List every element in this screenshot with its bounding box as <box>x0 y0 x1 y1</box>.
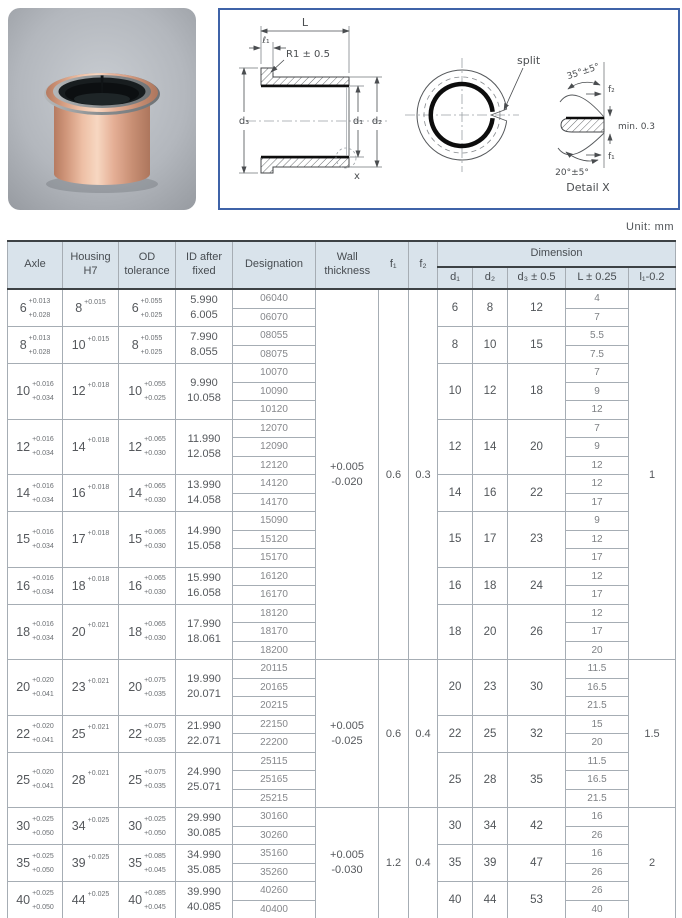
cell-id-after-fixed: 17.990 18.061 <box>176 604 233 660</box>
header-d2: d₂ <box>473 267 508 289</box>
cell-designation: 15170 <box>233 549 316 568</box>
cell-id-after-fixed: 5.990 6.005 <box>176 289 233 327</box>
cell-axle: 22 +0.020 +0.041 <box>8 715 63 752</box>
cell-axle: 18 +0.016 +0.034 <box>8 604 63 660</box>
cell-axle: 12 +0.016 +0.034 <box>8 419 63 475</box>
cell-od-tolerance: 10 +0.055 +0.025 <box>119 364 176 420</box>
cell-l1: 1.5 <box>629 660 676 808</box>
cell-axle: 25 +0.020 +0.041 <box>8 752 63 808</box>
header-id-after-fixed: ID after fixed <box>176 241 233 289</box>
cell-d2: 18 <box>473 567 508 604</box>
table-row <box>8 660 676 679</box>
cell-axle: 10 +0.016 +0.034 <box>8 364 63 420</box>
cell-designation: 20215 <box>233 697 316 716</box>
technical-drawing-panel <box>218 8 680 210</box>
cell-housing: 44 +0.025 <box>63 882 119 918</box>
cell-d3: 30 <box>508 660 566 716</box>
f2-label: f₂ <box>608 85 615 95</box>
cell-id-after-fixed: 34.990 35.085 <box>176 845 233 882</box>
cell-id-after-fixed: 14.990 15.058 <box>176 512 233 568</box>
cell-od-tolerance: 15 +0.065 +0.030 <box>119 512 176 568</box>
cell-designation: 22150 <box>233 715 316 734</box>
cell-d1: 16 <box>438 567 473 604</box>
f1-label: f₁ <box>608 152 615 162</box>
spec-table <box>7 240 676 918</box>
upper-angle-label: 35°±5° <box>565 62 601 83</box>
cell-d2: 34 <box>473 808 508 845</box>
cell-d1: 10 <box>438 364 473 420</box>
lower-angle-arc <box>566 152 598 161</box>
cell-od-tolerance: 25 +0.075 +0.035 <box>119 752 176 808</box>
header-dimension: Dimension <box>438 241 676 267</box>
min-thickness-label: min. 0.3 <box>618 122 656 132</box>
cell-designation: 12090 <box>233 438 316 457</box>
cell-id-after-fixed: 29.990 30.085 <box>176 808 233 845</box>
cell-axle: 6 +0.013 +0.028 <box>8 289 63 327</box>
cell-L: 7 <box>566 419 629 438</box>
cell-L: 7 <box>566 308 629 327</box>
cell-L: 5.5 <box>566 327 629 346</box>
cell-L: 11.5 <box>566 752 629 771</box>
cell-d1: 35 <box>438 845 473 882</box>
cell-L: 9 <box>566 438 629 457</box>
cell-designation: 35260 <box>233 863 316 882</box>
cell-od-tolerance: 6 +0.055 +0.025 <box>119 289 176 327</box>
cell-housing: 28 +0.021 <box>63 752 119 808</box>
cell-designation: 18170 <box>233 623 316 642</box>
cell-designation: 35160 <box>233 845 316 864</box>
cell-d1: 14 <box>438 475 473 512</box>
upper-wall-section <box>261 68 349 85</box>
header-d1: d₁ <box>438 267 473 289</box>
cell-housing: 12 +0.018 <box>63 364 119 420</box>
cell-d3: 22 <box>508 475 566 512</box>
cell-L: 21.5 <box>566 697 629 716</box>
cell-id-after-fixed: 11.990 12.058 <box>176 419 233 475</box>
cell-housing: 10 +0.015 <box>63 327 119 364</box>
cell-d1: 22 <box>438 715 473 752</box>
cell-d3: 35 <box>508 752 566 808</box>
cell-housing: 18 +0.018 <box>63 567 119 604</box>
cell-L: 12 <box>566 567 629 586</box>
dim-label-x: x <box>354 171 360 182</box>
cell-d2: 23 <box>473 660 508 716</box>
cell-od-tolerance: 14 +0.065 +0.030 <box>119 475 176 512</box>
cell-designation: 12120 <box>233 456 316 475</box>
cell-d2: 10 <box>473 327 508 364</box>
cell-axle: 20 +0.020 +0.041 <box>8 660 63 716</box>
cell-designation: 16120 <box>233 567 316 586</box>
dim-label-L: L <box>301 16 309 29</box>
dim-label-d2: d₂ <box>371 116 383 127</box>
cell-d3: 12 <box>508 289 566 327</box>
cell-id-after-fixed: 9.990 10.058 <box>176 364 233 420</box>
cell-L: 16 <box>566 845 629 864</box>
upper-chamfer-face <box>560 95 604 117</box>
cell-axle: 40 +0.025 +0.050 <box>8 882 63 918</box>
cell-id-after-fixed: 21.990 22.071 <box>176 715 233 752</box>
cell-designation: 16170 <box>233 586 316 605</box>
cell-d3: 24 <box>508 567 566 604</box>
dim-label-d1: d₁ <box>352 116 364 127</box>
cell-wall-thickness: +0.005 -0.025 <box>316 660 379 808</box>
cell-d2: 25 <box>473 715 508 752</box>
cell-od-tolerance: 40 +0.085 +0.045 <box>119 882 176 918</box>
cell-axle: 8 +0.013 +0.028 <box>8 327 63 364</box>
cell-housing: 17 +0.018 <box>63 512 119 568</box>
upper-angle-arc <box>568 82 600 89</box>
cell-f2: 0.3 <box>409 289 438 660</box>
cell-d3: 32 <box>508 715 566 752</box>
cell-designation: 08075 <box>233 345 316 364</box>
cell-wall-thickness: +0.005 -0.030 <box>316 808 379 918</box>
cell-designation: 15120 <box>233 530 316 549</box>
cell-L: 21.5 <box>566 789 629 808</box>
cell-od-tolerance: 8 +0.055 +0.025 <box>119 327 176 364</box>
cell-od-tolerance: 12 +0.065 +0.030 <box>119 419 176 475</box>
detail-x-view <box>555 62 655 194</box>
cell-designation: 30160 <box>233 808 316 827</box>
spec-table-body <box>8 289 676 918</box>
cell-id-after-fixed: 15.990 16.058 <box>176 567 233 604</box>
cell-L: 26 <box>566 863 629 882</box>
cell-d1: 25 <box>438 752 473 808</box>
cell-d3: 18 <box>508 364 566 420</box>
cell-L: 12 <box>566 475 629 494</box>
cell-L: 16.5 <box>566 678 629 697</box>
header-l1: l₁-0.2 <box>629 267 676 289</box>
cell-L: 16 <box>566 808 629 827</box>
cell-designation: 06070 <box>233 308 316 327</box>
header-wall-thickness: Wall thickness <box>316 241 379 289</box>
cell-L: 7 <box>566 364 629 383</box>
cell-L: 12 <box>566 530 629 549</box>
cell-L: 40 <box>566 900 629 918</box>
cell-designation: 06040 <box>233 289 316 308</box>
cell-L: 9 <box>566 382 629 401</box>
cell-housing: 14 +0.018 <box>63 419 119 475</box>
cell-designation: 25165 <box>233 771 316 790</box>
cell-L: 7.5 <box>566 345 629 364</box>
cell-d3: 23 <box>508 512 566 568</box>
cell-designation: 30260 <box>233 826 316 845</box>
cell-L: 17 <box>566 623 629 642</box>
cell-designation: 14120 <box>233 475 316 494</box>
cell-L: 11.5 <box>566 660 629 679</box>
header-L: L ± 0.25 <box>566 267 629 289</box>
cell-L: 26 <box>566 882 629 901</box>
cell-designation: 18120 <box>233 604 316 623</box>
bushing-photo-image <box>8 8 196 210</box>
bore-reflection <box>74 93 130 105</box>
cell-od-tolerance: 22 +0.075 +0.035 <box>119 715 176 752</box>
product-photo <box>8 8 196 210</box>
cell-designation: 20165 <box>233 678 316 697</box>
cell-axle: 30 +0.025 +0.050 <box>8 808 63 845</box>
cell-designation: 08055 <box>233 327 316 346</box>
cell-d2: 20 <box>473 604 508 660</box>
cell-housing: 23 +0.021 <box>63 660 119 716</box>
cell-L: 12 <box>566 401 629 420</box>
cell-id-after-fixed: 7.990 8.055 <box>176 327 233 364</box>
cell-id-after-fixed: 19.990 20.071 <box>176 660 233 716</box>
cell-d3: 53 <box>508 882 566 918</box>
cell-axle: 16 +0.016 +0.034 <box>8 567 63 604</box>
cell-d1: 6 <box>438 289 473 327</box>
cell-designation: 25215 <box>233 789 316 808</box>
cell-f1: 0.6 <box>379 660 409 808</box>
cell-L: 20 <box>566 734 629 753</box>
cell-od-tolerance: 20 +0.075 +0.035 <box>119 660 176 716</box>
cell-designation: 14170 <box>233 493 316 512</box>
header-d3: d₃ ± 0.5 <box>508 267 566 289</box>
cell-L: 20 <box>566 641 629 660</box>
wall-bar-section <box>561 118 604 132</box>
cell-d2: 28 <box>473 752 508 808</box>
cell-wall-thickness: +0.005 -0.020 <box>316 289 379 660</box>
header-housing: Housing H7 <box>63 241 119 289</box>
cell-axle: 14 +0.016 +0.034 <box>8 475 63 512</box>
cell-designation: 22200 <box>233 734 316 753</box>
cell-d1: 12 <box>438 419 473 475</box>
cell-od-tolerance: 16 +0.065 +0.030 <box>119 567 176 604</box>
cell-d3: 42 <box>508 808 566 845</box>
split-leader <box>504 68 523 110</box>
header-axle: Axle <box>8 241 63 289</box>
cell-l1: 1 <box>629 289 676 660</box>
dim-label-l1: ℓ₁ <box>262 36 270 46</box>
cell-L: 15 <box>566 715 629 734</box>
dim-label-d3: d₃ <box>238 116 250 127</box>
cell-housing: 34 +0.025 <box>63 808 119 845</box>
cell-d1: 20 <box>438 660 473 716</box>
cell-designation: 40260 <box>233 882 316 901</box>
cell-d2: 8 <box>473 289 508 327</box>
cell-L: 17 <box>566 586 629 605</box>
cell-od-tolerance: 30 +0.025 +0.050 <box>119 808 176 845</box>
cell-d2: 39 <box>473 845 508 882</box>
cell-designation: 10120 <box>233 401 316 420</box>
cell-d3: 15 <box>508 327 566 364</box>
cell-L: 17 <box>566 549 629 568</box>
cell-axle: 35 +0.025 +0.050 <box>8 845 63 882</box>
header-od-tolerance: OD tolerance <box>119 241 176 289</box>
cell-designation: 10090 <box>233 382 316 401</box>
cell-housing: 25 +0.021 <box>63 715 119 752</box>
cell-housing: 16 +0.018 <box>63 475 119 512</box>
header-f2: f₂ <box>409 241 438 289</box>
cell-designation: 15090 <box>233 512 316 531</box>
cell-f1: 1.2 <box>379 808 409 918</box>
cell-f2: 0.4 <box>409 660 438 808</box>
cell-id-after-fixed: 24.990 25.071 <box>176 752 233 808</box>
table-row <box>8 289 676 308</box>
cell-designation: 12070 <box>233 419 316 438</box>
cell-L: 12 <box>566 456 629 475</box>
cell-housing: 8 +0.015 <box>63 289 119 327</box>
cell-od-tolerance: 18 +0.065 +0.030 <box>119 604 176 660</box>
header-designation: Designation <box>233 241 316 289</box>
cell-designation: 25115 <box>233 752 316 771</box>
cell-L: 17 <box>566 493 629 512</box>
cell-d3: 26 <box>508 604 566 660</box>
cell-L: 12 <box>566 604 629 623</box>
lower-angle-label: 20°±5° <box>555 168 589 178</box>
cell-d2: 17 <box>473 512 508 568</box>
lower-chamfer-face <box>558 133 604 155</box>
technical-drawing <box>220 10 678 208</box>
section-view <box>239 16 388 182</box>
header-f1: f₁ <box>379 241 409 289</box>
dim-label-r1: R1 ± 0.5 <box>286 49 330 60</box>
table-row <box>8 808 676 827</box>
cell-designation: 10070 <box>233 364 316 383</box>
cell-d2: 12 <box>473 364 508 420</box>
cell-d1: 30 <box>438 808 473 845</box>
cell-designation: 18200 <box>233 641 316 660</box>
cell-L: 26 <box>566 826 629 845</box>
cell-od-tolerance: 35 +0.085 +0.045 <box>119 845 176 882</box>
cell-d2: 14 <box>473 419 508 475</box>
split-label: split <box>517 54 541 67</box>
spec-table-header <box>8 241 676 289</box>
cell-L: 16.5 <box>566 771 629 790</box>
cell-designation: 40400 <box>233 900 316 918</box>
cell-f1: 0.6 <box>379 289 409 660</box>
front-view <box>405 54 541 172</box>
cell-d1: 15 <box>438 512 473 568</box>
cell-d2: 16 <box>473 475 508 512</box>
cell-id-after-fixed: 13.990 14.058 <box>176 475 233 512</box>
cell-l1: 2 <box>629 808 676 918</box>
cell-d2: 44 <box>473 882 508 918</box>
cell-d3: 47 <box>508 845 566 882</box>
unit-label: Unit: mm <box>626 221 674 233</box>
cell-d1: 8 <box>438 327 473 364</box>
detail-x-caption: Detail X <box>566 181 610 194</box>
cell-L: 4 <box>566 289 629 308</box>
cell-d1: 40 <box>438 882 473 918</box>
cell-axle: 15 +0.016 +0.034 <box>8 512 63 568</box>
cell-f2: 0.4 <box>409 808 438 918</box>
cell-d1: 18 <box>438 604 473 660</box>
cell-housing: 39 +0.025 <box>63 845 119 882</box>
cell-designation: 20115 <box>233 660 316 679</box>
lower-wall-section <box>261 158 349 173</box>
cell-housing: 20 +0.021 <box>63 604 119 660</box>
cell-L: 9 <box>566 512 629 531</box>
cell-d3: 20 <box>508 419 566 475</box>
cell-id-after-fixed: 39.990 40.085 <box>176 882 233 918</box>
